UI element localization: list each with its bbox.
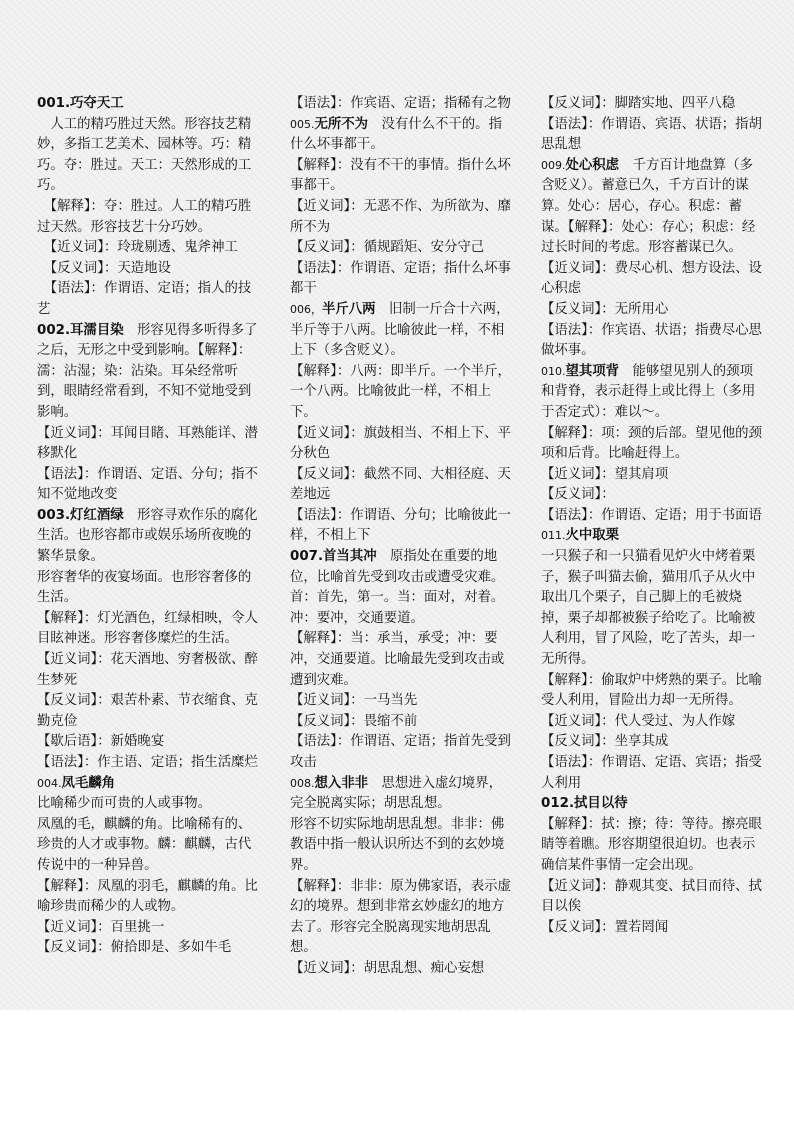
- entry-heading: [541, 794, 763, 815]
- entry-heading: [290, 774, 512, 815]
- entry-number: 009.: [541, 158, 566, 172]
- entry-line: 【语法】：作谓语、定语、分句；指不知不觉地改变: [37, 466, 258, 503]
- entry-line: 【语法】：作谓语、定语、宾语；指受人利用: [541, 755, 762, 791]
- entry-line: 【语法】：作谓语、定语；指首先受到攻击: [290, 734, 511, 770]
- entry-number: 006，: [290, 302, 322, 316]
- entry-line: 【近义词】：一马当先: [290, 693, 418, 709]
- idiom-entry: [541, 362, 763, 527]
- entry-line: 【语法】：作宾语、定语；指稀有之物: [290, 96, 511, 111]
- idiom-entry: [541, 156, 763, 362]
- entry-line: 人工的精巧胜过天然。形容技艺精妙，多指工艺美术、园林等。巧：精巧。夺：胜过。天工：天然形成的工巧。: [37, 116, 252, 194]
- idiom-term: 巧夺天工: [70, 96, 124, 111]
- idiom-term: 耳濡目染: [70, 322, 124, 338]
- idiom-entry: [290, 774, 512, 980]
- entry-line: 【解释】：项：颈的后部。望见他的颈项和后背。比喻赶得上。: [541, 425, 762, 462]
- entry-line: 【反义词】：俯拾即是、多如牛毛: [37, 940, 232, 956]
- entry-definition: 没有什么不干的。指什么坏事都干。: [290, 116, 502, 153]
- entry-line: 【反义词】：: [541, 487, 615, 503]
- idiom-entry: [37, 321, 259, 506]
- column-3: [541, 94, 763, 1008]
- entry-definition: 旧制一斤合十六两，半斤等于八两。比喻彼此一样，不相上下（多含贬义）。: [290, 301, 510, 359]
- entry-line: 凤凰的毛，麒麟的角。比喻稀有的、珍贵的人才或事物。麟：麒麟，古代传说中的一种异兽。: [37, 816, 252, 873]
- entry-line: 【近义词】：无恶不作、为所欲为、靡所不为: [290, 198, 511, 235]
- entry-line: 【解释】：凤凰的羽毛，麒麟的角。比喻珍贵而稀少的人或物。: [37, 878, 258, 915]
- entry-line: 【解释】：当：承当，承受；冲：要冲，交通要道。比喻最先受到攻击或遭到灾难。: [290, 631, 505, 688]
- entry-number: 001.: [37, 96, 71, 111]
- entry-line: 【近义词】：望其肩项: [541, 466, 669, 482]
- entry-number: 003.: [37, 507, 71, 523]
- entry-number: 005.: [290, 117, 315, 131]
- idiom-entry: [290, 547, 512, 774]
- entry-line: 【语法】：作谓语、定语；指人的技艺: [37, 281, 252, 317]
- entry-definition: 千方百计地盘算（多含贬义）。蓄意已久，千方百计的谋算。处心：居心，存心。积虑：蓄谋。【解释】：处心：存心；积虑：经过长时间的考虑。形容蓄谋已久。: [541, 157, 756, 256]
- entry-number: 011.: [541, 529, 566, 543]
- entry-line: 【反义词】：畏缩不前: [290, 713, 418, 729]
- entry-line: 【解释】：灯光酒色，红绿相映，令人目眩神迷。形容奢侈糜烂的生活。: [37, 610, 258, 647]
- entry-line: 【语法】：作主语、定语；指生活糜烂: [37, 755, 258, 770]
- entry-heading: [541, 526, 763, 547]
- entry-line: 【近义词】：百里挑一: [37, 919, 165, 935]
- entry-definition: 能够望见别人的颈项和背脊，表示赶得上或比得上（多用于否定式）：难以～。: [541, 363, 756, 420]
- entry-definition: 思想进入虚幻境界，完全脱离实际；胡思乱想。: [290, 775, 502, 812]
- entry-line: 【语法】：作谓语、分句；比喻彼此一样，不相上下: [290, 507, 511, 544]
- entry-line: 【歇后语】：新婚晚宴: [37, 734, 165, 750]
- idiom-entry: [37, 94, 259, 321]
- entry-line: 【近义词】：耳闻目睹、耳熟能详、潜移默化: [37, 425, 258, 462]
- entry-heading: [290, 547, 512, 629]
- entry-line: 【反义词】：循规蹈矩、安分守己: [290, 240, 485, 256]
- entry-line: 【反义词】：脚踏实地、四平八稳: [541, 96, 736, 111]
- entry-heading: [37, 321, 259, 424]
- entry-line: 【解释】：偷取炉中烤熟的栗子。比喻受人利用，冒险出力却一无所得。: [541, 672, 762, 709]
- entry-number: 007.: [290, 549, 324, 565]
- idiom-term: 无所不为: [314, 116, 369, 132]
- entry-line: 【反义词】：置若罔闻: [541, 919, 669, 935]
- entry-line: 比喻稀少而可贵的人或事物。: [37, 796, 212, 812]
- idiom-entry: [37, 506, 259, 774]
- entry-line: 【反义词】：无所用心: [541, 301, 669, 317]
- entry-definition: 形容见得多听得多了之后，无形之中受到影响。【解释】：濡：沾湿；染：沾染。耳朵经常听到，眼睛经常看到，不知不觉地受到影响。: [37, 322, 258, 420]
- entry-line: 【语法】：作宾语、状语；指费尽心思做坏事。: [541, 322, 762, 359]
- idiom-entry: [290, 115, 512, 300]
- entry-number: 002.: [37, 322, 71, 338]
- entry-line: 形容不切实际地胡思乱想。非非：佛教语中指一般认识所达不到的玄妙境界。: [290, 816, 505, 873]
- idiom-term: 想入非非: [314, 775, 369, 791]
- entry-number: 012.: [541, 796, 575, 812]
- entry-line: 【语法】：作谓语、定语；用于书面语: [541, 507, 762, 523]
- entry-heading: [541, 156, 763, 259]
- entry-line: 【近义词】：花天酒地、穷奢极欲、醉生梦死: [37, 652, 258, 688]
- entry-line: 【近义词】：旗鼓相当、不相上下、平分秋色: [290, 425, 511, 462]
- idiom-entry: [290, 300, 512, 547]
- idiom-term: 望其项背: [565, 363, 620, 379]
- entry-line: 【解释】：八两：即半斤。一个半斤，一个八两。比喻彼此一样，不相上下。: [290, 363, 511, 420]
- entry-line: 【反义词】：天造地设: [37, 260, 171, 276]
- idiom-term: 火中取栗: [565, 528, 620, 544]
- entry-line: 【反义词】：截然不同、大相径庭、天差地远: [290, 466, 511, 503]
- entry-line: 【解释】：非非：原为佛家语，表示虚幻的境界。想到非常玄妙虚幻的地方去了。形容完全脱离现实地胡思乱想。: [290, 878, 511, 956]
- column-2: [290, 94, 512, 1008]
- entry-heading: [37, 774, 259, 795]
- column-1: [37, 94, 259, 1008]
- idiom-entry: [541, 794, 763, 938]
- entry-line: 形容奢华的夜宴场面。也形容奢侈的生活。: [37, 569, 252, 606]
- entry-line: 【近义词】：静观其变、拭目而待、拭目以俟: [541, 878, 762, 915]
- entry-line: 【解释】：夺：胜过。人工的精巧胜过天然。形容技艺十分巧妙。: [37, 198, 252, 235]
- entry-line: 【语法】：作谓语、宾语、状语；指胡思乱想: [541, 116, 762, 153]
- idiom-entry: [541, 94, 763, 156]
- entry-heading: [541, 362, 763, 424]
- idiom-term: 拭目以待: [574, 796, 628, 812]
- entry-heading: [290, 115, 512, 156]
- entry-line: 【近义词】：玲珑剔透、鬼斧神工: [37, 240, 238, 256]
- entry-heading: [37, 94, 259, 115]
- entry-definition: 原指处在重要的地位，比喻首先受到攻击或遭受灾难。首：首先，第一。当：面对，对着。冲：要冲，交通要道。: [290, 549, 505, 626]
- entry-line: 【语法】：作谓语、定语；指什么坏事都干: [290, 260, 511, 297]
- entry-line: 一只猴子和一只猫看见炉火中烤着栗子，猴子叫猫去偷，猫用爪子从火中取出几个栗子，自己脚上的毛被烧掉，栗子却都被猴子给吃了。比喻被人利用，冒了风险，吃了苦头，却一无所得。: [541, 549, 756, 668]
- idiom-term: 半斤八两: [322, 301, 376, 317]
- entry-number: 010.: [541, 364, 566, 378]
- entry-line: 【近义词】：费尽心机、想方设法、设心积虑: [541, 260, 762, 297]
- entry-heading: [37, 506, 259, 568]
- entry-line: 【反义词】：坐享其成: [541, 734, 669, 750]
- entry-line: 【近义词】：代人受过、为人作嫁: [541, 713, 736, 729]
- idiom-term: 首当其冲: [323, 549, 377, 565]
- entry-number: 008.: [290, 776, 315, 790]
- entry-number: 004.: [37, 776, 62, 790]
- entry-heading: [290, 300, 512, 362]
- entry-line: 【解释】：拭：擦；待：等待。擦亮眼睛等着瞧。形容期望很迫切。也表示确信某件事情一定会出现。: [541, 816, 762, 873]
- entry-definition: 形容寻欢作乐的腐化生活。也形容都市或娱乐场所夜晚的繁华景象。: [37, 507, 258, 565]
- entry-line: 【解释】：没有不干的事情。指什么坏事都干。: [290, 157, 511, 194]
- idiom-term: 处心积虑: [565, 157, 620, 173]
- idiom-term: 灯红酒绿: [70, 507, 124, 523]
- idiom-entry: [541, 526, 763, 794]
- idiom-entry: [290, 94, 512, 115]
- entry-line: 【近义词】：胡思乱想、痴心妄想: [290, 960, 485, 976]
- idiom-entry: [37, 774, 259, 959]
- entry-line: 【反义词】：艰苦朴素、节衣缩食、克勤克俭: [37, 693, 258, 729]
- idiom-term: 凤毛麟角: [61, 775, 116, 791]
